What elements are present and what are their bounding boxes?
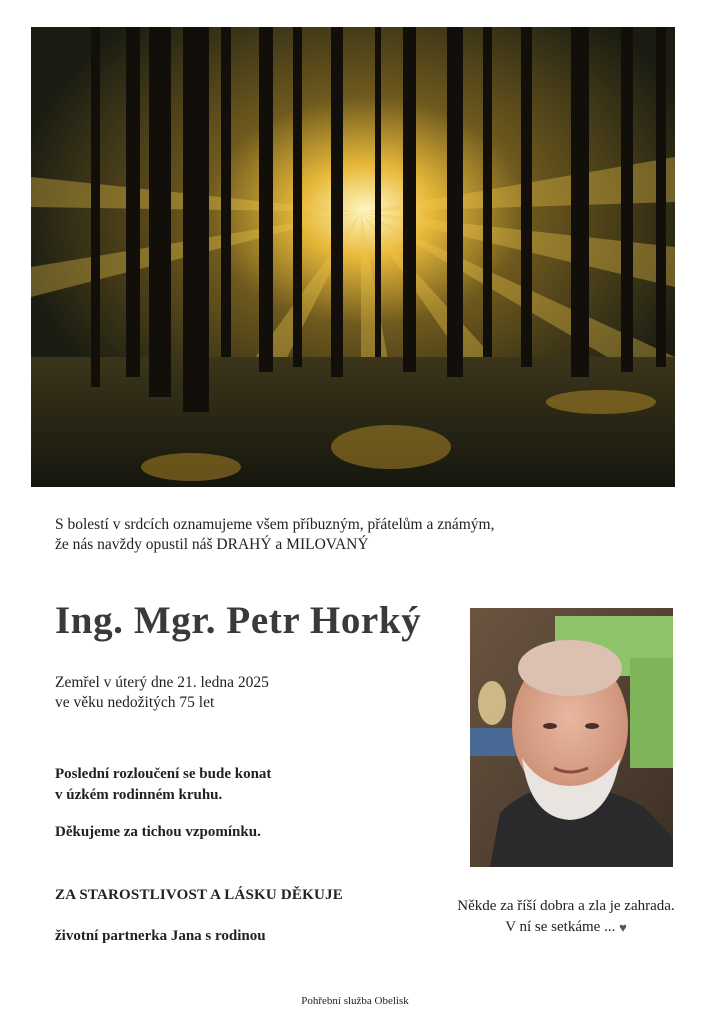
farewell-info <box>55 764 435 806</box>
age-info: ve věku nedožitých 75 let <box>55 694 215 711</box>
portrait-photo <box>470 608 673 867</box>
quote-line-2: V ní se setkáme ... <box>505 919 616 935</box>
quote-line-2-row <box>430 917 702 938</box>
farewell-line-2: v úzkém rodinném kruhu. <box>55 787 223 803</box>
forest-photo <box>31 27 675 487</box>
announcement-line-1: S bolestí v srdcích oznamujeme všem příbuzným, přátelům a známým, <box>55 516 495 533</box>
quote-line-1: Někde za říší dobra a zla je zahrada. <box>457 898 675 914</box>
heart-icon: ♥ <box>619 920 627 936</box>
funeral-service-name: Pohřební služba Obelisk <box>301 995 409 1007</box>
gratitude-heading: ZA STAROSTLIVOST A LÁSKU DĚKUJE <box>55 887 343 903</box>
thanks-text: Děkujeme za tichou vzpomínku. <box>55 824 261 840</box>
farewell-line-1: Poslední rozloučení se bude konat <box>55 766 272 782</box>
death-date: Zemřel v úterý dne 21. ledna 2025 <box>55 674 269 691</box>
announcement-text <box>55 515 575 555</box>
announcement-line-2: že nás navždy opustil náš DRAHÝ a MILOVANÝ <box>55 536 369 553</box>
death-info <box>55 673 435 713</box>
memorial-quote <box>430 896 702 938</box>
partner-signature: životní partnerka Jana s rodinou <box>55 928 266 944</box>
deceased-name: Ing. Mgr. Petr Horký <box>55 599 422 642</box>
